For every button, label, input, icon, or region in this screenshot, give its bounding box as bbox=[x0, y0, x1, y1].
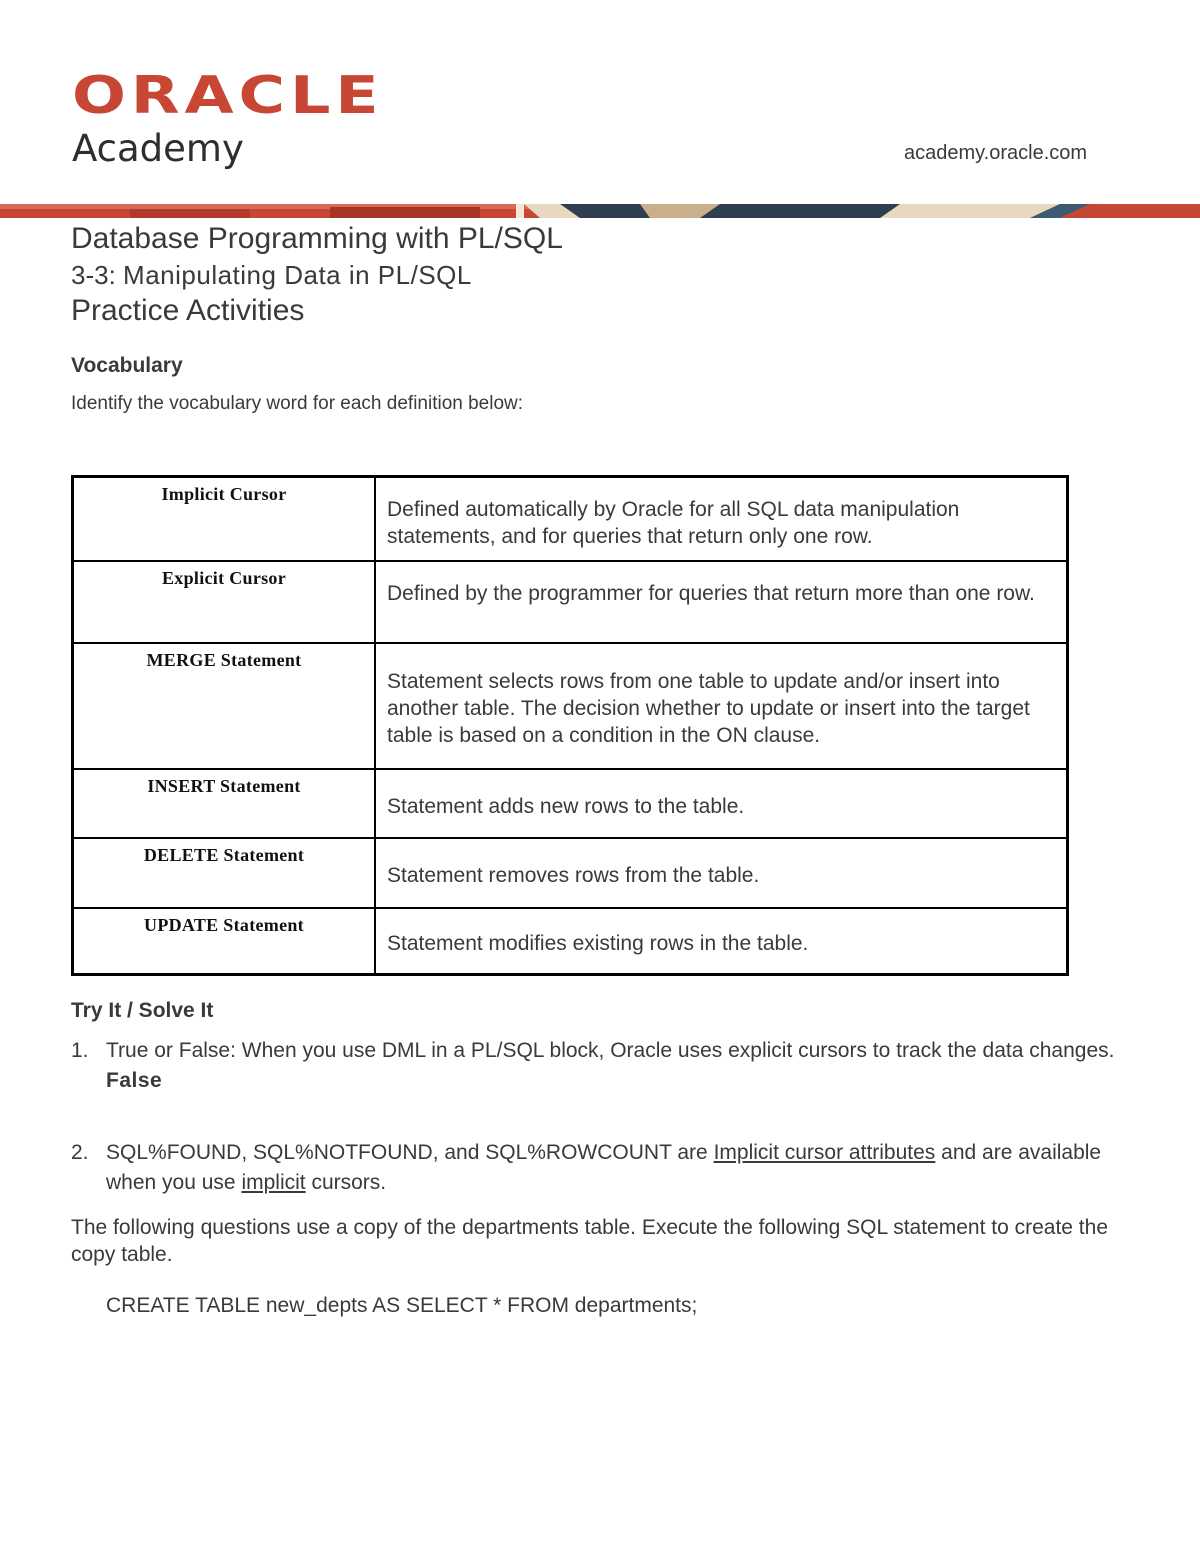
answer-blank-1: Implicit cursor attributes bbox=[713, 1141, 936, 1164]
site-url: academy.oracle.com bbox=[904, 142, 1088, 164]
question-text: True or False: When you use DML in a PL/SQL block, Oracle uses explicit cursors to track the data changes. bbox=[106, 1039, 1115, 1062]
question-text-before: SQL%FOUND, SQL%NOTFOUND, and SQL%ROWCOUNT are bbox=[106, 1141, 708, 1164]
vocab-term: Implicit Cursor bbox=[73, 477, 376, 562]
table-row bbox=[73, 643, 1068, 769]
list-item bbox=[71, 1138, 1141, 1198]
vocab-term: DELETE Statement bbox=[73, 838, 376, 908]
academy-logo-text: Academy bbox=[72, 127, 244, 170]
decorative-banner bbox=[0, 204, 1200, 218]
list-item bbox=[71, 1036, 1141, 1096]
table-row bbox=[73, 838, 1068, 908]
question-number: 2. bbox=[71, 1141, 89, 1164]
lesson-title: Manipulating Data in PL/SQL bbox=[123, 260, 472, 290]
vocab-definition: Defined by the programmer for queries that return more than one row. bbox=[375, 561, 1068, 643]
question-text-after: cursors. bbox=[311, 1171, 387, 1194]
course-title: Database Programming with PL/SQL bbox=[71, 222, 563, 255]
question-text-middle: and are available when you use bbox=[106, 1141, 1102, 1194]
table-row bbox=[73, 769, 1068, 838]
lesson-number: 3-3: bbox=[71, 260, 116, 290]
vocab-definition: Statement removes rows from the table. bbox=[375, 838, 1068, 908]
vocabulary-instruction: Identify the vocabulary word for each definition below: bbox=[71, 393, 524, 414]
answer-blank-2: implicit bbox=[241, 1171, 306, 1194]
vocab-term: INSERT Statement bbox=[73, 769, 376, 838]
vocab-definition: Statement selects rows from one table to update and/or insert into another table. The decision whether to update or insert into the target table is based on a condition in the ON clause. bbox=[375, 643, 1068, 769]
document-type: Practice Activities bbox=[71, 294, 305, 327]
question-list bbox=[71, 1036, 1141, 1198]
vocab-definition: Defined automatically by Oracle for all SQL data manipulation statements, and for queries that return only one row. bbox=[375, 477, 1068, 562]
vocabulary-heading: Vocabulary bbox=[71, 354, 183, 377]
sql-statement: CREATE TABLE new_depts AS SELECT * FROM departments; bbox=[106, 1294, 698, 1317]
vocab-term: MERGE Statement bbox=[73, 643, 376, 769]
vocab-definition: Statement modifies existing rows in the table. bbox=[375, 908, 1068, 974]
oracle-academy-logo bbox=[72, 66, 384, 170]
vocab-definition: Statement adds new rows to the table. bbox=[375, 769, 1068, 838]
oracle-logo-wordmark: ORACLE bbox=[72, 66, 384, 126]
question-number: 1. bbox=[71, 1039, 89, 1062]
table-row bbox=[73, 908, 1068, 974]
vocab-term: Explicit Cursor bbox=[73, 561, 376, 643]
table-row bbox=[73, 561, 1068, 643]
question-answer: False bbox=[106, 1069, 163, 1092]
try-it-heading: Try It / Solve It bbox=[71, 999, 214, 1022]
instructions-paragraph: The following questions use a copy of the departments table. Execute the following SQL statement to create the copy table. bbox=[71, 1216, 1108, 1266]
lesson-heading bbox=[71, 260, 472, 291]
vocab-term: UPDATE Statement bbox=[73, 908, 376, 974]
table-row bbox=[73, 477, 1068, 562]
vocabulary-table bbox=[71, 475, 1069, 976]
